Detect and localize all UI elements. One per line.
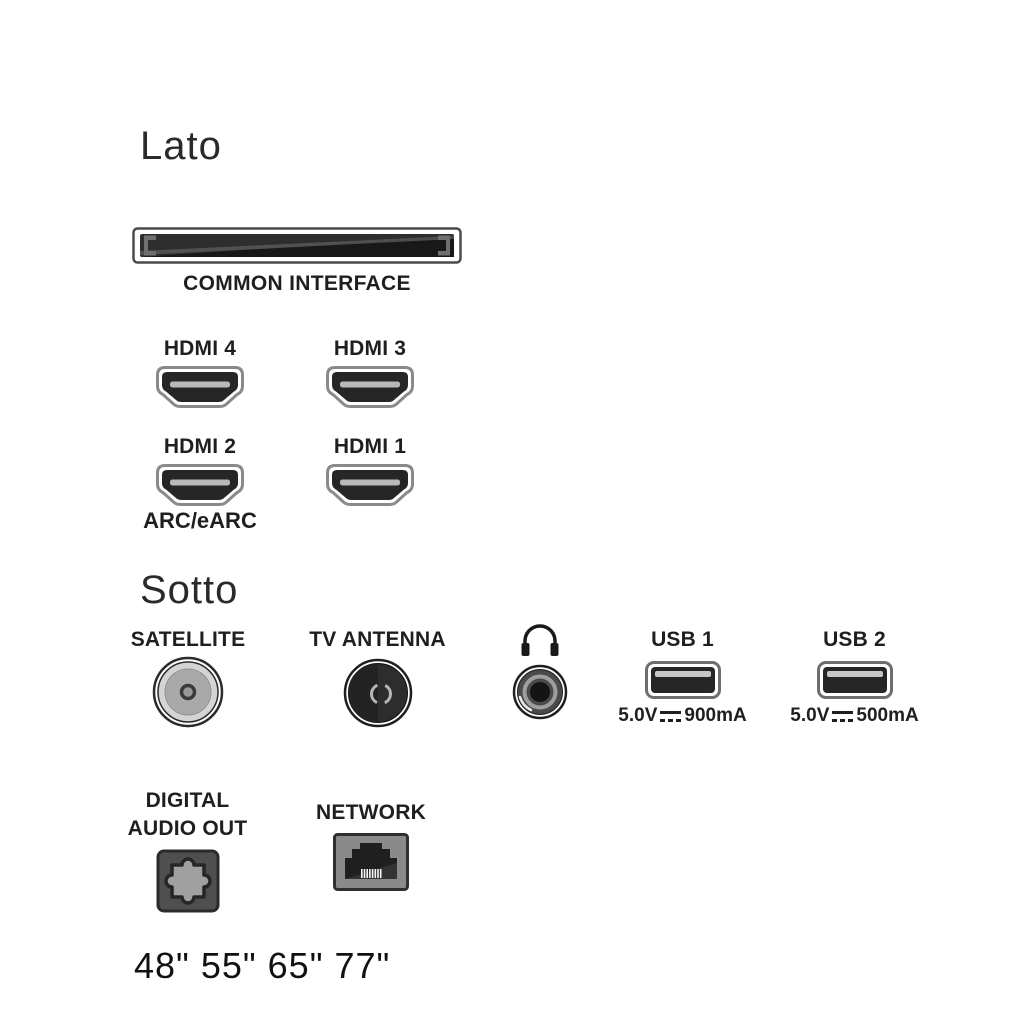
network-label: NETWORK — [316, 801, 426, 824]
usb2-current: 500mA — [856, 705, 919, 727]
headphones-icon — [519, 624, 561, 658]
digital-audio-out-label — [128, 787, 248, 844]
screen-sizes-label: 48" 55" 65" 77" — [134, 945, 391, 986]
satellite-label: SATELLITE — [130, 628, 246, 651]
dc-symbol-icon — [659, 711, 682, 723]
network-block — [306, 801, 436, 891]
headphone-jack-block — [505, 624, 575, 720]
audio-jack-icon — [512, 664, 568, 720]
hdmi3-label: HDMI 3 — [333, 337, 407, 360]
usb2-label: USB 2 — [823, 628, 886, 651]
common-interface-block — [132, 227, 462, 296]
digital-audio-out-label-line1: DIGITAL — [145, 789, 230, 812]
dc-symbol-icon — [831, 711, 854, 723]
usb1-block — [610, 628, 755, 727]
side-section-title: Lato — [140, 124, 222, 168]
usb1-voltage: 5.0V — [618, 705, 658, 727]
usb2-power-rating — [790, 705, 918, 727]
common-interface-slot-icon — [132, 227, 462, 264]
bottom-section-title: Sotto — [140, 568, 239, 612]
satellite-block — [128, 628, 248, 731]
hdmi1-label: HDMI 1 — [333, 435, 407, 458]
tv-antenna-block — [300, 628, 455, 728]
common-interface-label: COMMON INTERFACE — [183, 272, 411, 295]
usb1-label: USB 1 — [651, 628, 714, 651]
hdmi-port-icon — [156, 464, 244, 506]
hdmi4-port-block — [140, 337, 260, 411]
ethernet-port-icon — [333, 833, 409, 891]
optical-audio-port-icon — [155, 848, 221, 914]
hdmi-port-icon — [326, 366, 414, 408]
hdmi-port-icon — [326, 464, 414, 506]
digital-audio-out-block — [125, 787, 250, 914]
satellite-connector-icon — [151, 655, 225, 731]
usb1-current: 900mA — [684, 705, 747, 727]
hdmi3-port-block — [310, 337, 430, 411]
hdmi1-port-block — [310, 435, 430, 509]
hdmi2-port-block — [140, 435, 260, 533]
usb-port-icon — [645, 661, 721, 699]
hdmi2-arc-earc-label: ARC/eARC — [143, 508, 257, 534]
tv-antenna-connector-icon — [343, 658, 413, 728]
usb2-block — [782, 628, 927, 727]
usb1-power-rating — [618, 705, 746, 727]
hdmi2-label: HDMI 2 — [163, 435, 237, 458]
digital-audio-out-label-line2: AUDIO OUT — [127, 817, 248, 841]
hdmi4-label: HDMI 4 — [163, 337, 237, 360]
usb-port-icon — [817, 661, 893, 699]
usb2-voltage: 5.0V — [790, 705, 830, 727]
tv-antenna-label: TV ANTENNA — [309, 628, 446, 651]
hdmi-port-icon — [156, 366, 244, 408]
